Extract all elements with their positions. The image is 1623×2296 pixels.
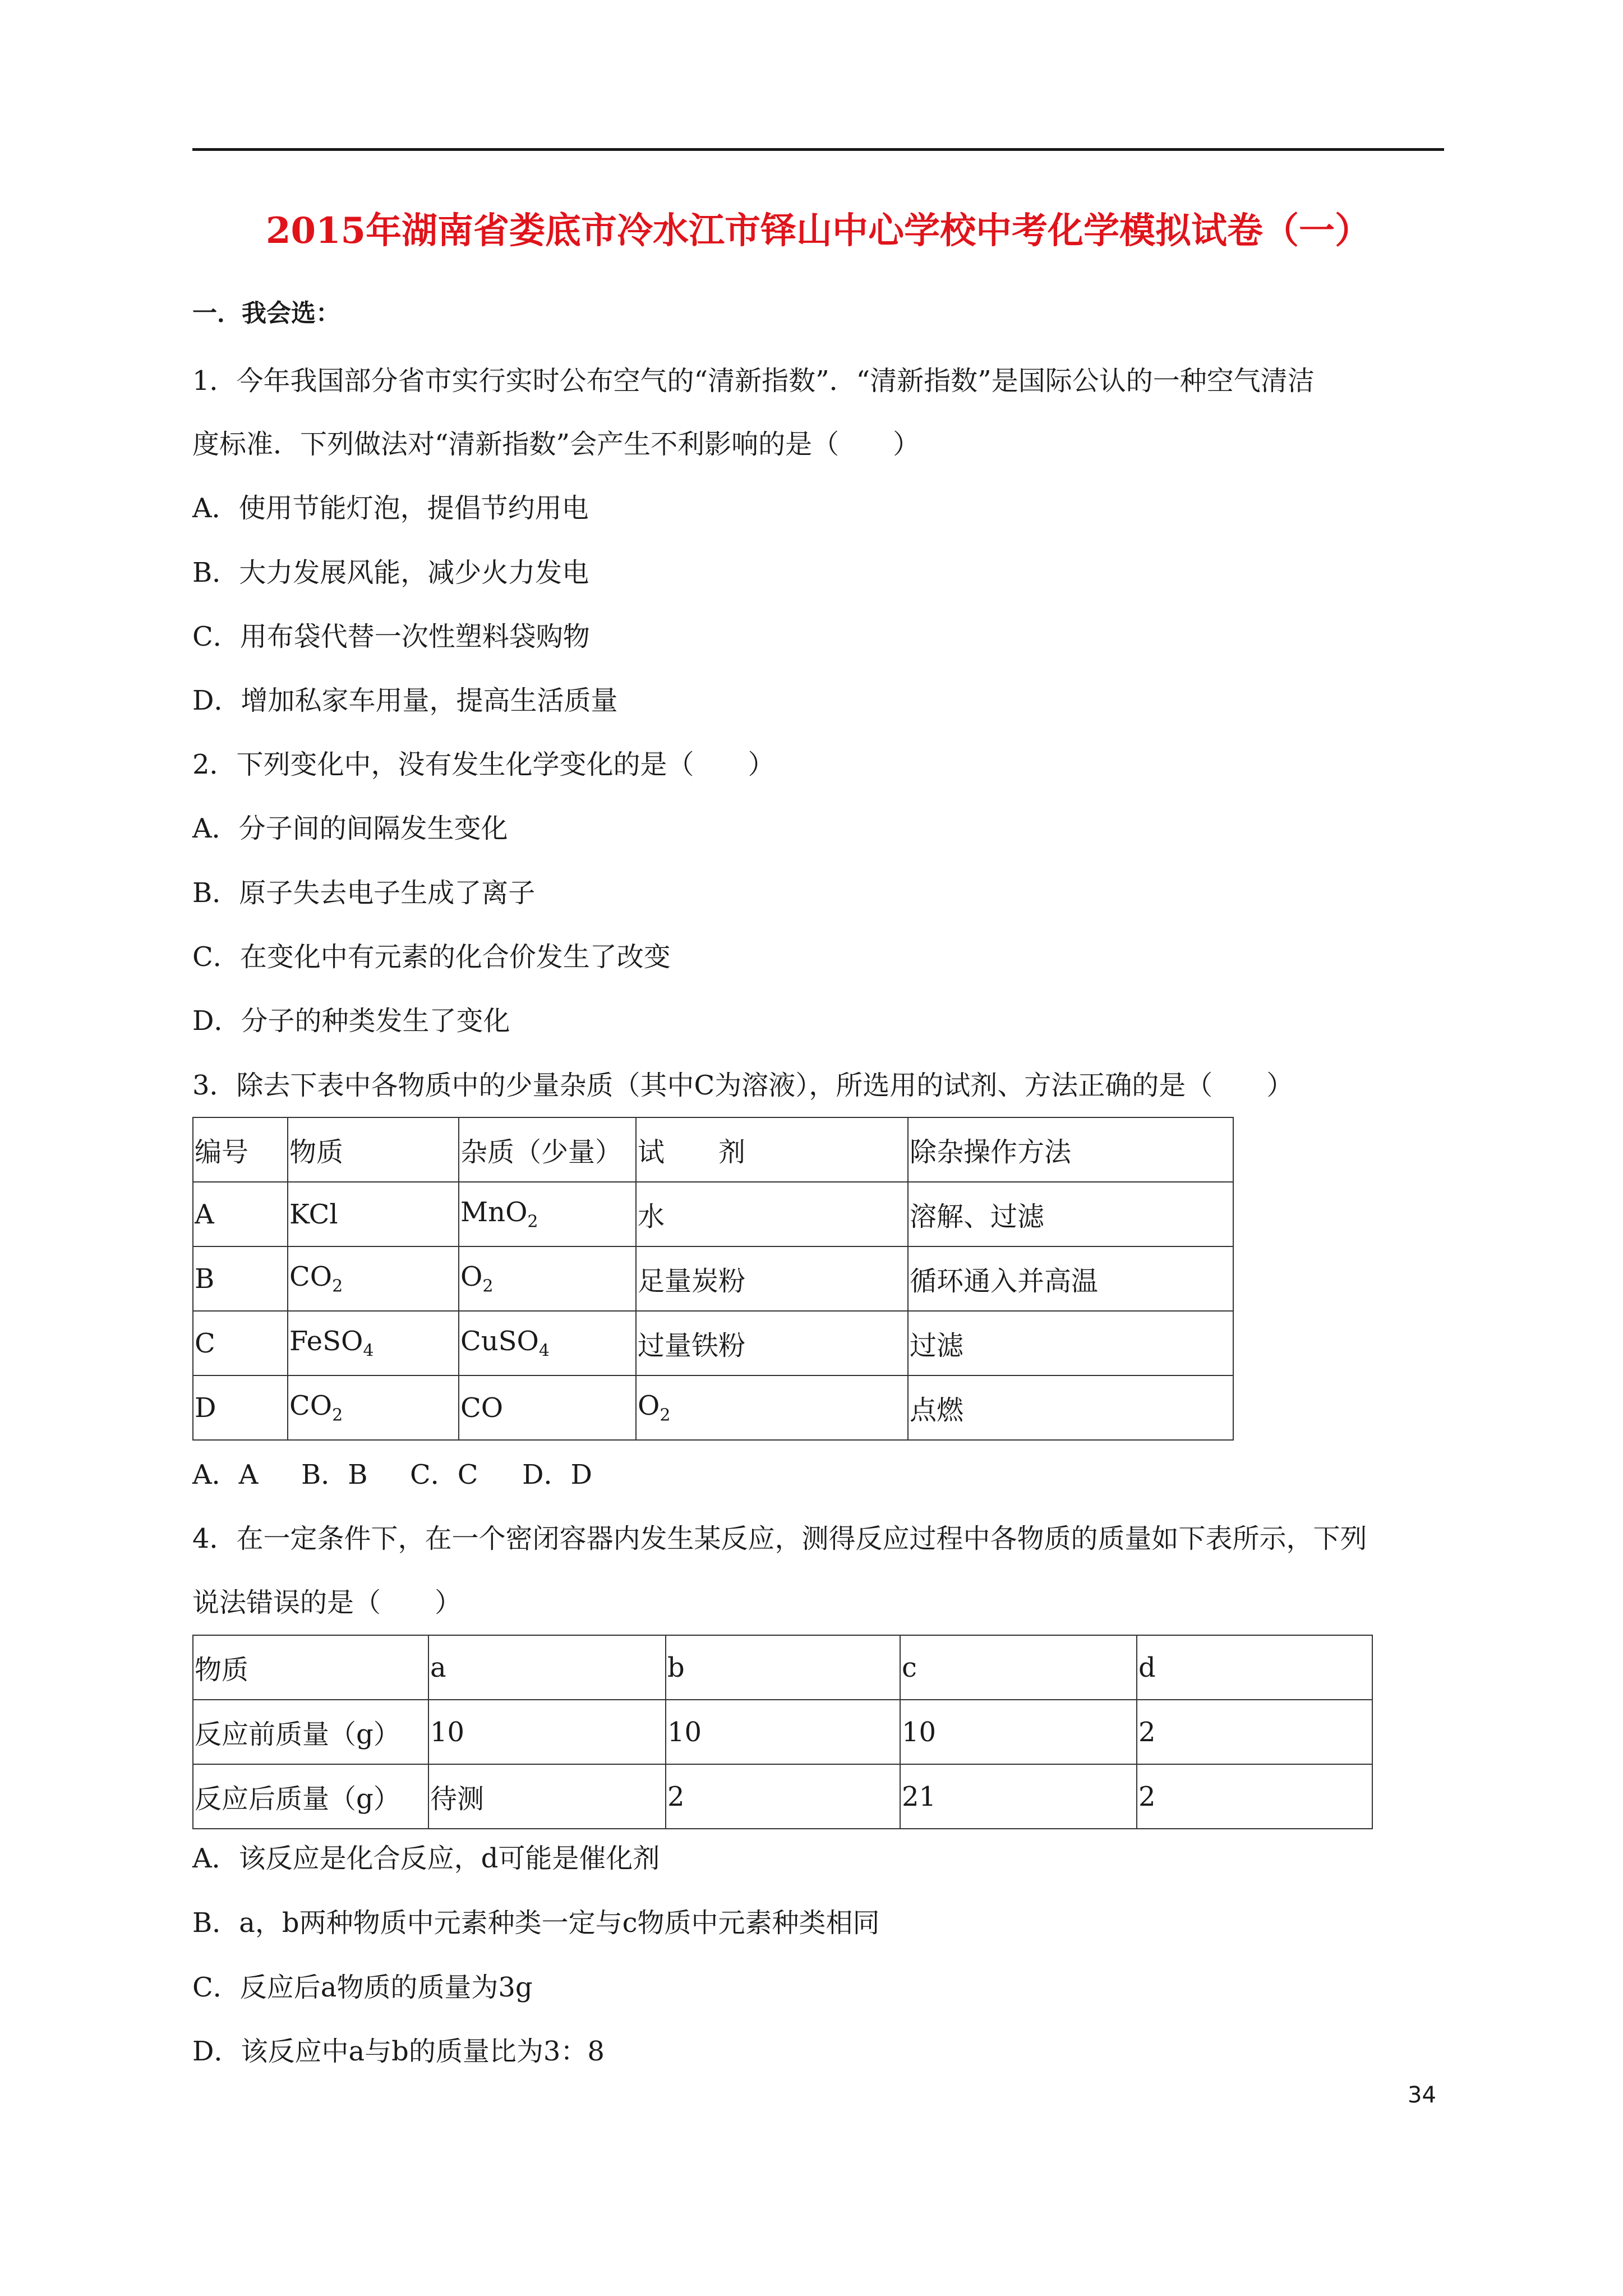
table-cell (908, 1375, 1233, 1440)
table-cell (193, 1375, 288, 1440)
q4-option-a[interactable]: A．该反应是化合反应，d可能是催化剂 (192, 1843, 660, 1874)
cell-text: 足量炭粉 (638, 1266, 746, 1297)
section-heading: 一．我会选： (192, 299, 340, 328)
q4-header-cell: d (1137, 1635, 1372, 1700)
table-cell (288, 1311, 459, 1375)
q4-table (192, 1635, 1373, 1829)
q2-stem: 2．下列变化中，没有发生化学变化的是（ ） (192, 749, 775, 780)
q4-header-cell: c (900, 1635, 1137, 1700)
cell-text: B (195, 1263, 215, 1295)
table-cell (193, 1246, 288, 1311)
cell-text: A (195, 1198, 214, 1230)
table-cell: 反应前质量（g） (193, 1700, 428, 1764)
table-cell (636, 1182, 908, 1246)
q3-stem: 3．除去下表中各物质中的少量杂质（其中C为溶液），所选用的试剂、方法正确的是（ ） (192, 1070, 1294, 1101)
table-row (193, 1311, 1233, 1375)
q4-stem-line2: 说法错误的是（ ） (192, 1587, 462, 1618)
cell-text: KCl (289, 1198, 338, 1230)
q1-stem-line2: 度标准．下列做法对“清新指数”会产生不利影响的是（ ） (192, 429, 920, 460)
table-cell (288, 1182, 459, 1246)
table-cell: 反应后质量（g） (193, 1764, 428, 1829)
cell-subscript: 2 (660, 1405, 671, 1425)
q4-option-c[interactable]: C．反应后a物质的质量为3g (192, 1972, 533, 2003)
table-row (193, 1375, 1233, 1440)
table-cell: 10 (428, 1700, 666, 1764)
cell-text: CO (289, 1261, 333, 1293)
cell-text: MnO (460, 1197, 528, 1228)
cell-text: C (195, 1327, 215, 1359)
header-rule (192, 148, 1444, 151)
table-cell (459, 1246, 636, 1311)
table-cell (908, 1311, 1233, 1375)
q2-option-a[interactable]: A．分子间的间隔发生变化 (192, 813, 508, 844)
q1-stem-line1: 1．今年我国部分省市实行实时公布空气的“清新指数”．“清新指数”是国际公认的一种空气清洁 (192, 365, 1315, 397)
cell-text: 过量铁粉 (638, 1330, 746, 1361)
q1-option-d[interactable]: D．增加私家车用量，提高生活质量 (192, 685, 618, 716)
q4-option-d[interactable]: D．该反应中a与b的质量比为3：8 (192, 2036, 605, 2067)
table-cell: 10 (666, 1700, 900, 1764)
table-cell (636, 1246, 908, 1311)
cell-text: FeSO (289, 1326, 363, 1358)
cell-subscript: 2 (482, 1276, 494, 1296)
cell-subscript: 2 (527, 1212, 538, 1232)
table-row (193, 1182, 1233, 1246)
q1-option-b[interactable]: B．大力发展风能，减少火力发电 (192, 557, 589, 588)
table-cell (636, 1375, 908, 1440)
q3-header-cell: 杂质（少量） (459, 1117, 636, 1182)
table-cell (908, 1182, 1233, 1246)
q1-option-a[interactable]: A．使用节能灯泡，提倡节约用电 (192, 493, 589, 524)
q4-header-cell: b (666, 1635, 900, 1700)
cell-text: CO (289, 1390, 333, 1422)
q3-table-header-row (193, 1117, 1233, 1182)
table-row (193, 1700, 1372, 1764)
cell-text: 水 (638, 1201, 665, 1232)
page-number: 34 (1408, 2082, 1436, 2108)
table-row (193, 1246, 1233, 1311)
cell-subscript: 4 (538, 1341, 550, 1361)
table-cell (193, 1182, 288, 1246)
q4-option-b[interactable]: B．a，b两种物质中元素种类一定与c物质中元素种类相同 (192, 1907, 880, 1939)
cell-subscript: 2 (332, 1276, 343, 1296)
cell-text: 溶解、过滤 (910, 1201, 1045, 1232)
table-cell: 21 (900, 1764, 1137, 1829)
q1-option-c[interactable]: C．用布袋代替一次性塑料袋购物 (192, 621, 590, 652)
table-cell (908, 1246, 1233, 1311)
q3-choice-c[interactable]: C．C (410, 1459, 478, 1490)
q4-table-header-row (193, 1635, 1372, 1700)
table-cell: 10 (900, 1700, 1137, 1764)
table-cell (459, 1311, 636, 1375)
table-cell: 2 (1137, 1764, 1372, 1829)
table-cell: 2 (666, 1764, 900, 1829)
cell-text: CO (460, 1392, 504, 1424)
cell-subscript: 2 (332, 1405, 343, 1425)
table-cell (288, 1375, 459, 1440)
cell-text: 循环通入并高温 (910, 1266, 1099, 1297)
table-row (193, 1764, 1372, 1829)
q2-option-b[interactable]: B．原子失去电子生成了离子 (192, 877, 536, 909)
table-cell: 2 (1137, 1700, 1372, 1764)
q3-choice-b[interactable]: B．B (301, 1459, 368, 1490)
cell-text: D (195, 1392, 216, 1424)
q3-header-cell: 除杂操作方法 (908, 1117, 1233, 1182)
q3-table (192, 1117, 1234, 1441)
cell-text: CuSO (460, 1326, 539, 1358)
q2-option-d[interactable]: D．分子的种类发生了变化 (192, 1005, 510, 1037)
table-cell (459, 1375, 636, 1440)
cell-subscript: 4 (363, 1341, 374, 1361)
cell-text: 过滤 (910, 1330, 964, 1361)
cell-text: O (460, 1261, 483, 1293)
q2-option-c[interactable]: C．在变化中有元素的化合价发生了改变 (192, 941, 671, 973)
q3-header-cell: 编号 (193, 1117, 288, 1182)
cell-text: 点燃 (910, 1395, 964, 1426)
table-cell: 待测 (428, 1764, 666, 1829)
q3-choice-d[interactable]: D．D (522, 1459, 592, 1490)
page-title: 2015年湖南省娄底市冷水江市铎山中心学校中考化学模拟试卷（一） (265, 210, 1371, 252)
q3-header-cell: 物质 (288, 1117, 459, 1182)
q3-choices (192, 1453, 592, 1492)
cell-text: O (638, 1390, 660, 1422)
q4-header-cell: a (428, 1635, 666, 1700)
table-cell (288, 1246, 459, 1311)
q4-header-cell: 物质 (193, 1635, 428, 1700)
q4-stem-line1: 4．在一定条件下，在一个密闭容器内发生某反应，测得反应过程中各物质的质量如下表所示，下列 (192, 1523, 1367, 1554)
table-cell (193, 1311, 288, 1375)
table-cell (459, 1182, 636, 1246)
q3-header-cell: 试 剂 (636, 1117, 908, 1182)
q3-choice-a[interactable]: A．A (192, 1459, 259, 1490)
table-cell (636, 1311, 908, 1375)
